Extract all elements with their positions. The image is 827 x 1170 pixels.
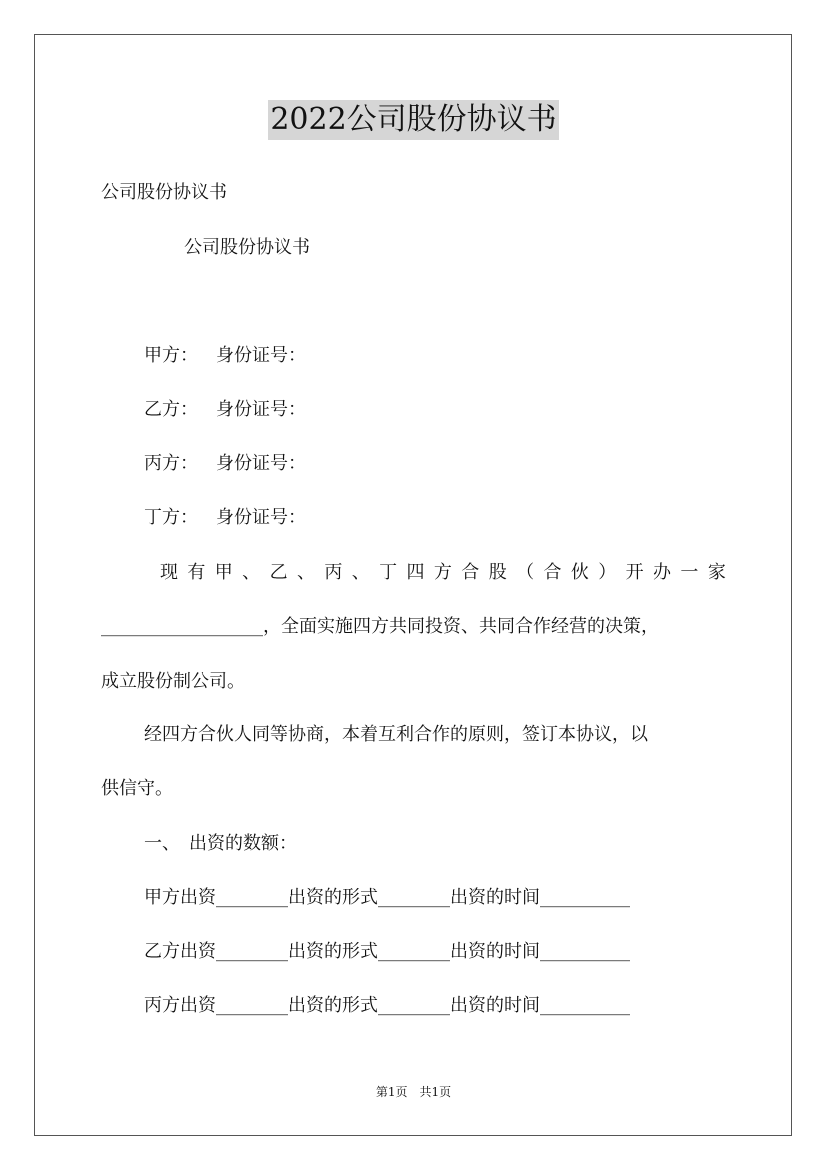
paragraph-2-line-1: 经四方合伙人同等协商，本着互利合作的原则，签订本协议，以 xyxy=(144,724,648,745)
para-char: 合 xyxy=(543,562,562,583)
contribution-row: 甲方出资________出资的形式________出资的时间__________ xyxy=(144,887,630,908)
para-char: 乙 xyxy=(269,562,288,583)
para-char: 、 xyxy=(351,562,370,583)
para-char: 甲 xyxy=(214,562,233,583)
party-row xyxy=(144,506,306,530)
party-id-label: 身份证号： xyxy=(216,345,306,366)
para-char: 开 xyxy=(625,562,644,583)
contribution-row: 丙方出资________出资的形式________出资的时间__________ xyxy=(144,995,630,1016)
party-label: 甲方： xyxy=(144,345,198,366)
contribution-row: 乙方出资________出资的形式________出资的时间__________ xyxy=(144,941,630,962)
para-char: 合 xyxy=(461,562,480,583)
party-id-label: 身份证号： xyxy=(216,507,306,528)
para-char: 、 xyxy=(296,562,315,583)
para-char: 现 xyxy=(160,562,178,583)
para-char: （ xyxy=(516,562,535,583)
para-char: 办 xyxy=(653,562,672,583)
para-char: 伙 xyxy=(570,562,589,583)
page-footer: 第1页 共1页 xyxy=(375,1085,452,1099)
para-char: 一 xyxy=(680,562,699,583)
party-label: 乙方： xyxy=(144,399,198,420)
party-id-label: 身份证号： xyxy=(216,453,306,474)
heading-small: 公司股份协议书 xyxy=(101,182,227,203)
party-id-label: 身份证号： xyxy=(216,399,306,420)
paragraph-1-line-1 xyxy=(160,561,726,585)
party-row xyxy=(144,344,306,368)
party-row xyxy=(144,398,306,422)
heading-indent: 公司股份协议书 xyxy=(184,237,310,258)
para-char: 四 xyxy=(406,562,425,583)
para-char: 、 xyxy=(242,562,261,583)
para-char: 家 xyxy=(707,562,726,583)
party-row xyxy=(144,452,306,476)
para-char: 有 xyxy=(187,562,206,583)
para-char: ） xyxy=(598,562,617,583)
party-label: 丙方： xyxy=(144,453,198,474)
document-title: 2022公司股份协议书 xyxy=(268,100,558,140)
paragraph-1-line-3: 成立股份制公司。 xyxy=(101,671,245,692)
paragraph-1-line-2: __________________，全面实施四方共同投资、共同合作经营的决策， xyxy=(101,616,659,637)
section-1-heading: 一、 出资的数额： xyxy=(144,833,297,854)
para-char: 丙 xyxy=(324,562,343,583)
para-char: 丁 xyxy=(379,562,398,583)
para-char: 股 xyxy=(488,562,507,583)
party-label: 丁方： xyxy=(144,507,198,528)
paragraph-2-line-2: 供信守。 xyxy=(101,778,173,799)
para-char: 方 xyxy=(433,562,452,583)
title-container xyxy=(0,100,827,140)
